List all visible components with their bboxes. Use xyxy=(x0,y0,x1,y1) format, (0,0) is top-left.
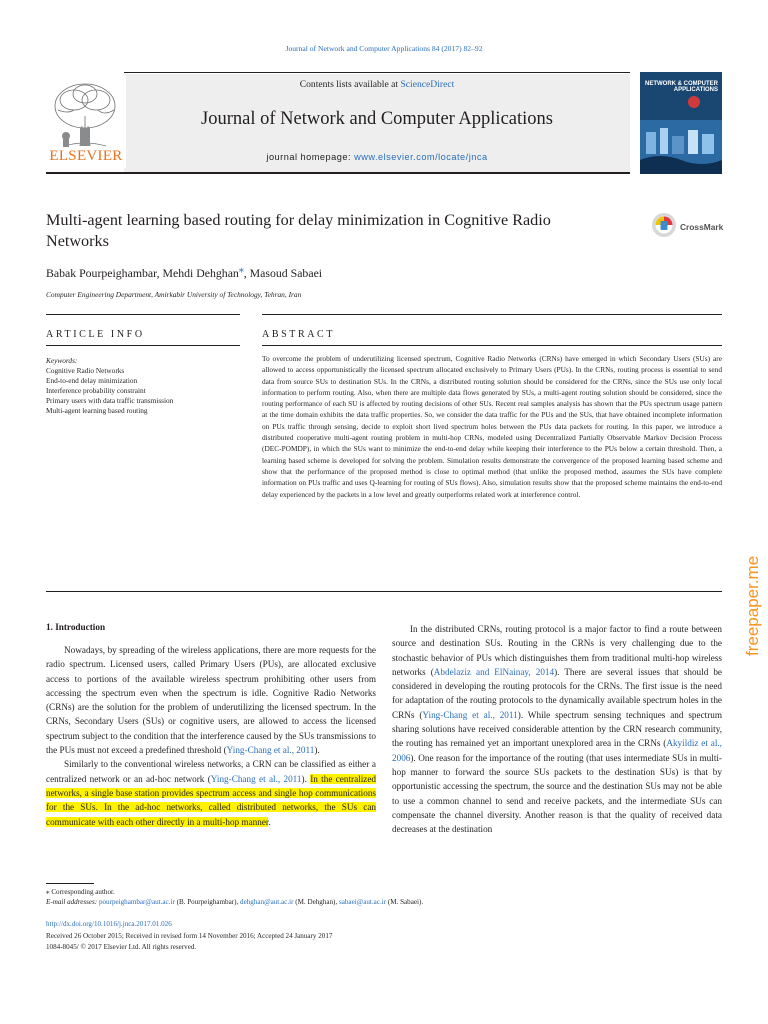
corresponding-author-note: ⁎ Corresponding author. xyxy=(46,888,115,896)
journal-title: Journal of Network and Computer Applications xyxy=(201,109,553,129)
keyword-item: Cognitive Radio Networks xyxy=(46,366,125,376)
email-label: E-mail addresses: xyxy=(46,898,99,906)
paragraph-text: ). xyxy=(314,745,320,756)
body-paragraph xyxy=(46,757,376,828)
article-info-heading: ARTICLE INFO xyxy=(46,329,145,340)
keyword-item: End-to-end delay minimization xyxy=(46,376,138,386)
doi-link[interactable]: http://dx.doi.org/10.1016/j.jnca.2017.01.026 xyxy=(46,920,172,928)
masthead-top-rule xyxy=(124,72,630,73)
paragraph-text: . xyxy=(268,816,271,827)
contents-prefix: Contents lists available at xyxy=(299,79,401,90)
email-link[interactable]: pourpeighambar@aut.ac.ir xyxy=(98,898,175,906)
email-addresses xyxy=(46,898,423,906)
paper-title: Multi-agent learning based routing for delay minimization in Cognitive Radio Networks xyxy=(46,211,551,250)
section-heading-introduction: 1. Introduction xyxy=(46,622,106,632)
crossmark-icon[interactable] xyxy=(651,212,677,238)
homepage-link[interactable]: www.elsevier.com/locate/jnca xyxy=(354,152,488,162)
abstract-top-rule xyxy=(262,314,722,315)
body-right-column xyxy=(392,622,722,836)
freepaper-watermark xyxy=(736,420,766,670)
citation-link[interactable]: Akyildiz et al., 2006 xyxy=(392,738,722,763)
body-paragraph xyxy=(392,622,722,836)
body-paragraph xyxy=(46,643,376,757)
email-link[interactable]: dehghan@aut.ac.ir xyxy=(240,898,294,906)
author-list xyxy=(46,264,322,281)
contents-line xyxy=(124,79,630,90)
cover-label: NETWORK & COMPUTER APPLICATIONS xyxy=(645,81,718,94)
received-dates: Received 26 October 2015; Received in revised form 14 November 2016; Accepted 24 January 2017 xyxy=(46,932,333,940)
publisher-name: ELSEVIER xyxy=(49,148,123,164)
masthead-bottom-rule xyxy=(46,172,630,174)
paragraph-text: ). There are several issues that should be considered in developing the routing protocols for the CRNs. The first issue is the need for adaptation of the routing protocols to the dynamically available spectrum holes in the CRNs ( xyxy=(392,666,722,720)
author-name: Babak Pourpeighambar xyxy=(46,265,157,280)
affiliation: Computer Engineering Department, Amirkabir University of Technology, Tehran, Iran xyxy=(46,290,302,299)
body-left-column xyxy=(46,643,376,829)
keywords-label: Keywords: xyxy=(46,356,78,365)
copyright-line: 1084-8045/ © 2017 Elsevier Ltd. All rights reserved. xyxy=(46,943,197,951)
article-info-bottom-rule xyxy=(46,345,240,346)
email-owner: (M. Dehghan), xyxy=(293,898,339,906)
keyword-item: Primary users with data traffic transmission xyxy=(46,396,174,406)
abstract-bottom-rule xyxy=(262,345,722,346)
citation-link[interactable]: Abdelaziz and ElNainay, 2014 xyxy=(433,666,555,677)
author-name: Masoud Sabaei xyxy=(249,265,323,280)
citation-link[interactable]: Ying-Chang et al., 2011 xyxy=(226,745,315,756)
author-separator: , xyxy=(156,265,163,280)
paragraph-text: Similarly to the conventional wireless networks, a CRN can be classified as either a centralized network or an ad-hoc network ( xyxy=(46,759,376,784)
abstract-heading: ABSTRACT xyxy=(262,329,336,340)
author-name: Mehdi Dehghan xyxy=(162,265,239,280)
keyword-item: Interference probability constraint xyxy=(46,386,146,396)
citation-link[interactable]: Ying-Chang et al., 2011 xyxy=(422,709,518,720)
watermark-text: freepaper.me xyxy=(743,555,762,656)
paragraph-text: ). While spectrum sensing techniques and spectrum sharing solutions have received considerable attention by the CRN research community, the routing has remained yet an important unexplored area in the CRNs ( xyxy=(392,709,722,749)
sciencedirect-link[interactable]: ScienceDirect xyxy=(400,79,455,90)
abstract-end-rule xyxy=(46,591,722,592)
highlighted-text: In the centralized networks, a single base station provides spectrum access and single hop communications for the SUs. In the ad-hoc networks, called distributed networks, the SUs can communicate with each other directly in a multi-hop manner xyxy=(46,773,377,827)
email-link[interactable]: sabaei@aut.ac.ir xyxy=(338,898,387,906)
paragraph-text: ). One reason for the importance of the routing (that uses intermediate SUs in multi-hop manner to forward the source SUs packets to the destination SUs) is that by opportunistic accessing the spectrum, the source and the destination SUs may not be able to use a common channel to send and receive packets, and the intermediate SUs can compensate the channel diversity. Another reason is that the quality of received data decreases at the destination xyxy=(392,752,722,835)
keywords-list xyxy=(46,356,246,417)
article-info-top-rule xyxy=(46,314,240,315)
journal-homepage xyxy=(124,152,630,162)
citation-link[interactable]: Ying-Chang et al., 2011 xyxy=(210,773,302,784)
author-separator: , xyxy=(243,265,250,280)
journal-cover[interactable] xyxy=(640,72,722,174)
crossmark-label[interactable]: CrossMark xyxy=(680,222,724,232)
paragraph-text: In the distributed CRNs, routing protocol is a major factor to find a route between source and destination SUs. Routing in the CRNs is very challenging due to the stochastic behavior of PUs which distinguishes them from traditional multi-hop wireless networks ( xyxy=(392,624,722,677)
journal-citation[interactable]: Journal of Network and Computer Applications 84 (2017) 82–92 xyxy=(285,44,483,53)
abstract-text: To overcome the problem of underutilizing licensed spectrum, Cognitive Radio Networks (CRNs) have emerged in which Secondary Users (SUs) are allowed to access opportunistically the licensed spectrum allocated exclusively to Primary Users (PUs). In the CRNs, routing process is essential to send data from source SUs to destination SUs. In the CRNs, a distributed routing solution should be considered for the CRNs, since the SUs use only local information to perform routing. Also, when there are multiple data flows generated by SUs, a multi-agent routing solution should be considered, since the routing performance of each SU is affected by routing decisions of other SUs. Recent real samples analysis has shown that the PUs spectrum usage pattern at the time domain exhibits the data traffic properties. So, we consider the data traffic for the PUs and the SUs, that have obtained incomplete information on PUs traffic through sensing, decide to exploit short lived spectrum holes between the PUs data packets for routing. In this paper, we introduce a distributed cooperative multi-agent routing problem in multi-hop CRNs, modeled using Decentralized Partially Observable Markov Decision Process (DEC-POMDP), in which the SUs want to minimize the end-to-end delay while keeping their interference to the PUs below a certain threshold. Then, a learning based scheme is developed for solving the problem. Simulation results demonstrate the convergence of the proposed learning based scheme and show that the performance of the proposed method is close to optimal method (that unlike the proposed method, assumes the SUs have complete information on PUs traffic and uses Q-learning for routing of SUs flows). Also, simulation results show that the proposed scheme maintains the end-to-end delay experienced by the packets in a low level and greatly outperforms related work at interference control. xyxy=(262,354,722,499)
email-owner: (M. Sabaei). xyxy=(386,898,424,906)
paragraph-text: Nowadays, by spreading of the wireless applications, there are more requests for the radio spectrum. Licensed users, called Primary Users (PUs), are allocated exclusive access to portions of the available wireless spectrum prohibiting other users from accessing the spectrum even when the spectrum is idle. Cognitive Radio Networks (CRNs) are the solution for the problem of underutilizing the licensed spectrum. In the CRNs, Secondary Users (SUs) or cognitive users, are allowed to access the licensed spectrum subject to the condition that the interference caused by the SUs transmissions to the PUs must not exceed a predefined threshold ( xyxy=(46,645,376,756)
paragraph-text: ). xyxy=(301,773,311,784)
corresponding-author-mark[interactable]: ⁎ xyxy=(238,264,244,275)
email-owner: (B. Pourpeighambar), xyxy=(174,898,241,906)
keyword-item: Multi-agent learning based routing xyxy=(46,406,148,416)
footnote-rule xyxy=(46,883,94,884)
homepage-label: journal homepage: xyxy=(266,152,355,162)
